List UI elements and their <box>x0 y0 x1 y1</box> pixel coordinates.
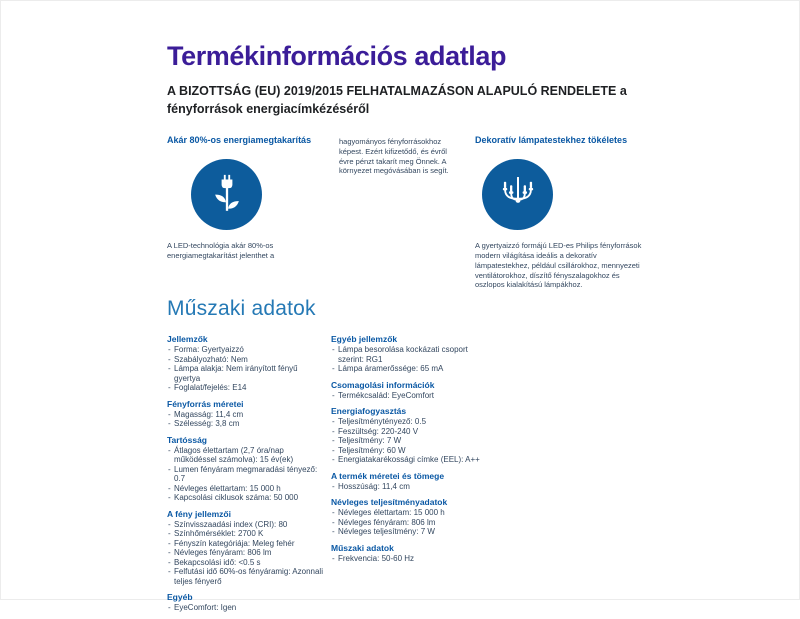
spec-item: - Fényszín kategóriája: Meleg fehér <box>167 539 325 549</box>
page-subtitle: A BIZOTTSÁG (EU) 2019/2015 FELHATALMAZÁSON ALAPULÓ RENDELETE a fényforrások energiacímkézéséről <box>167 84 627 116</box>
spec-item: - Teljesítménytényező: 0.5 <box>331 417 495 427</box>
feature-decorative-luminaires <box>475 135 647 290</box>
feature-text: A LED-technológia akár 80%-os energiamegtakarítást jelenthet a <box>167 241 275 261</box>
spec-item: - Lámpa alakja: Nem irányított fényű gyertya <box>167 364 325 383</box>
spec-section <box>331 543 495 564</box>
spec-section-title: A fény jellemzői <box>167 508 231 519</box>
technical-data-title: Műszaki adatok <box>167 297 316 320</box>
spec-list <box>331 345 495 374</box>
spec-section-title: Jellemzők <box>167 334 208 344</box>
spec-section-title: Fényforrás méretei <box>167 398 244 409</box>
spec-item: - Névleges teljesítmény: 7 W <box>331 527 495 537</box>
feature-heading: Akár 80%-os energiamegtakarítás <box>167 135 312 145</box>
spec-section <box>167 399 325 429</box>
spec-section <box>331 380 495 401</box>
spec-list <box>167 345 325 393</box>
spec-list <box>167 410 325 429</box>
spec-section-title: Névleges teljesítményadatok <box>331 497 448 507</box>
spec-item: - Lámpa besorolása kockázati csoport szerint: RG1 <box>331 345 495 364</box>
spec-item: - Lámpa áramerőssége: 65 mA <box>331 364 495 374</box>
spec-grid <box>167 334 759 619</box>
spec-item: - Névleges élettartam: 15 000 h <box>167 484 325 494</box>
spec-section <box>167 592 325 613</box>
spec-item: - EyeComfort: Igen <box>167 603 325 613</box>
spec-list <box>167 446 325 503</box>
spec-list <box>331 482 495 492</box>
feature-energy-saving <box>167 135 313 261</box>
spec-item: - Átlagos élettartam (2,7 óra/nap működéssel számolva): 15 év(ek) <box>167 446 325 465</box>
spec-item: - Termékcsalád: EyeComfort <box>331 391 495 401</box>
spec-section <box>167 509 325 587</box>
chandelier-icon <box>482 159 553 230</box>
spec-column-left <box>167 334 325 619</box>
spec-item: - Szélesség: 3,8 cm <box>167 419 325 429</box>
spec-item: - Hosszúság: 11,4 cm <box>331 482 495 492</box>
spec-item: - Szabályozható: Nem <box>167 355 325 365</box>
feature-text: A gyertyaizzó formájú LED-es Philips fényforrások modern világítása ideális a dekoratív lámpatestekhez, például csillárokhoz, mennyezeti ventilátorokhoz, díszítő fényszalagokhoz és oszlopos kialakítású lámpákhoz. <box>475 241 642 290</box>
spec-item: - Feszültség: 220-240 V <box>331 427 495 437</box>
feature-text-continuation <box>339 135 461 176</box>
spec-list <box>167 603 325 613</box>
spec-section <box>331 497 495 537</box>
spec-item: - Forma: Gyertyaizzó <box>167 345 325 355</box>
spec-section <box>331 471 495 492</box>
feature-text: hagyományos fényforrásokhoz képest. Ezért kifizetődő, és évről évre pénzt takarít meg Önnek. A környezet megóvásában is segít. <box>339 137 449 176</box>
spec-section-title: Egyéb <box>167 592 193 602</box>
spec-item: - Frekvencia: 50-60 Hz <box>331 554 495 564</box>
spec-section-title: Műszaki adatok <box>331 542 394 553</box>
spec-item: - Teljesítmény: 60 W <box>331 446 495 456</box>
spec-list <box>167 520 325 587</box>
spec-item: - Felfutási idő 60%-os fényáramig: Azonnali teljes fényerő <box>167 567 325 586</box>
spec-column-right <box>331 334 495 619</box>
spec-item: - Foglalat/fejelés: E14 <box>167 383 325 393</box>
spec-section <box>331 406 495 465</box>
plug-flower-icon <box>191 159 262 230</box>
spec-list <box>331 554 495 564</box>
spec-item: - Lumen fényáram megmaradási tényező: 0.7 <box>167 465 325 484</box>
spec-item: - Teljesítmény: 7 W <box>331 436 495 446</box>
spec-list <box>331 508 495 537</box>
spec-section <box>331 334 495 374</box>
spec-list <box>331 391 495 401</box>
spec-item: - Energiatakarékossági címke (EEL): A++ <box>331 455 495 465</box>
spec-section <box>167 435 325 503</box>
spec-item: - Színvisszaadási index (CRI): 80 <box>167 520 325 530</box>
spec-section <box>167 334 325 393</box>
spec-item: - Bekapcsolási idő: <0.5 s <box>167 558 325 568</box>
spec-item: - Kapcsolási ciklusok száma: 50 000 <box>167 493 325 503</box>
spec-section-title: Egyéb jellemzők <box>331 334 398 344</box>
spec-section-title: Energiafogyasztás <box>331 406 407 416</box>
spec-item: - Színhőmérséklet: 2700 K <box>167 529 325 539</box>
spec-list <box>331 417 495 465</box>
spec-section-title: A termék méretei és tömege <box>331 470 445 481</box>
feature-highlights <box>167 135 759 293</box>
spec-item: - Magasság: 11,4 cm <box>167 410 325 420</box>
spec-section-title: Csomagolási információk <box>331 379 435 390</box>
feature-heading: Dekoratív lámpatestekhez tökéletes <box>475 135 628 145</box>
page-title: Termékinformációs adatlap <box>167 41 507 71</box>
spec-item: - Névleges fényáram: 806 lm <box>331 518 495 528</box>
spec-item: - Névleges élettartam: 15 000 h <box>331 508 495 518</box>
spec-item: - Névleges fényáram: 806 lm <box>167 548 325 558</box>
spec-section-title: Tartósság <box>167 434 207 445</box>
